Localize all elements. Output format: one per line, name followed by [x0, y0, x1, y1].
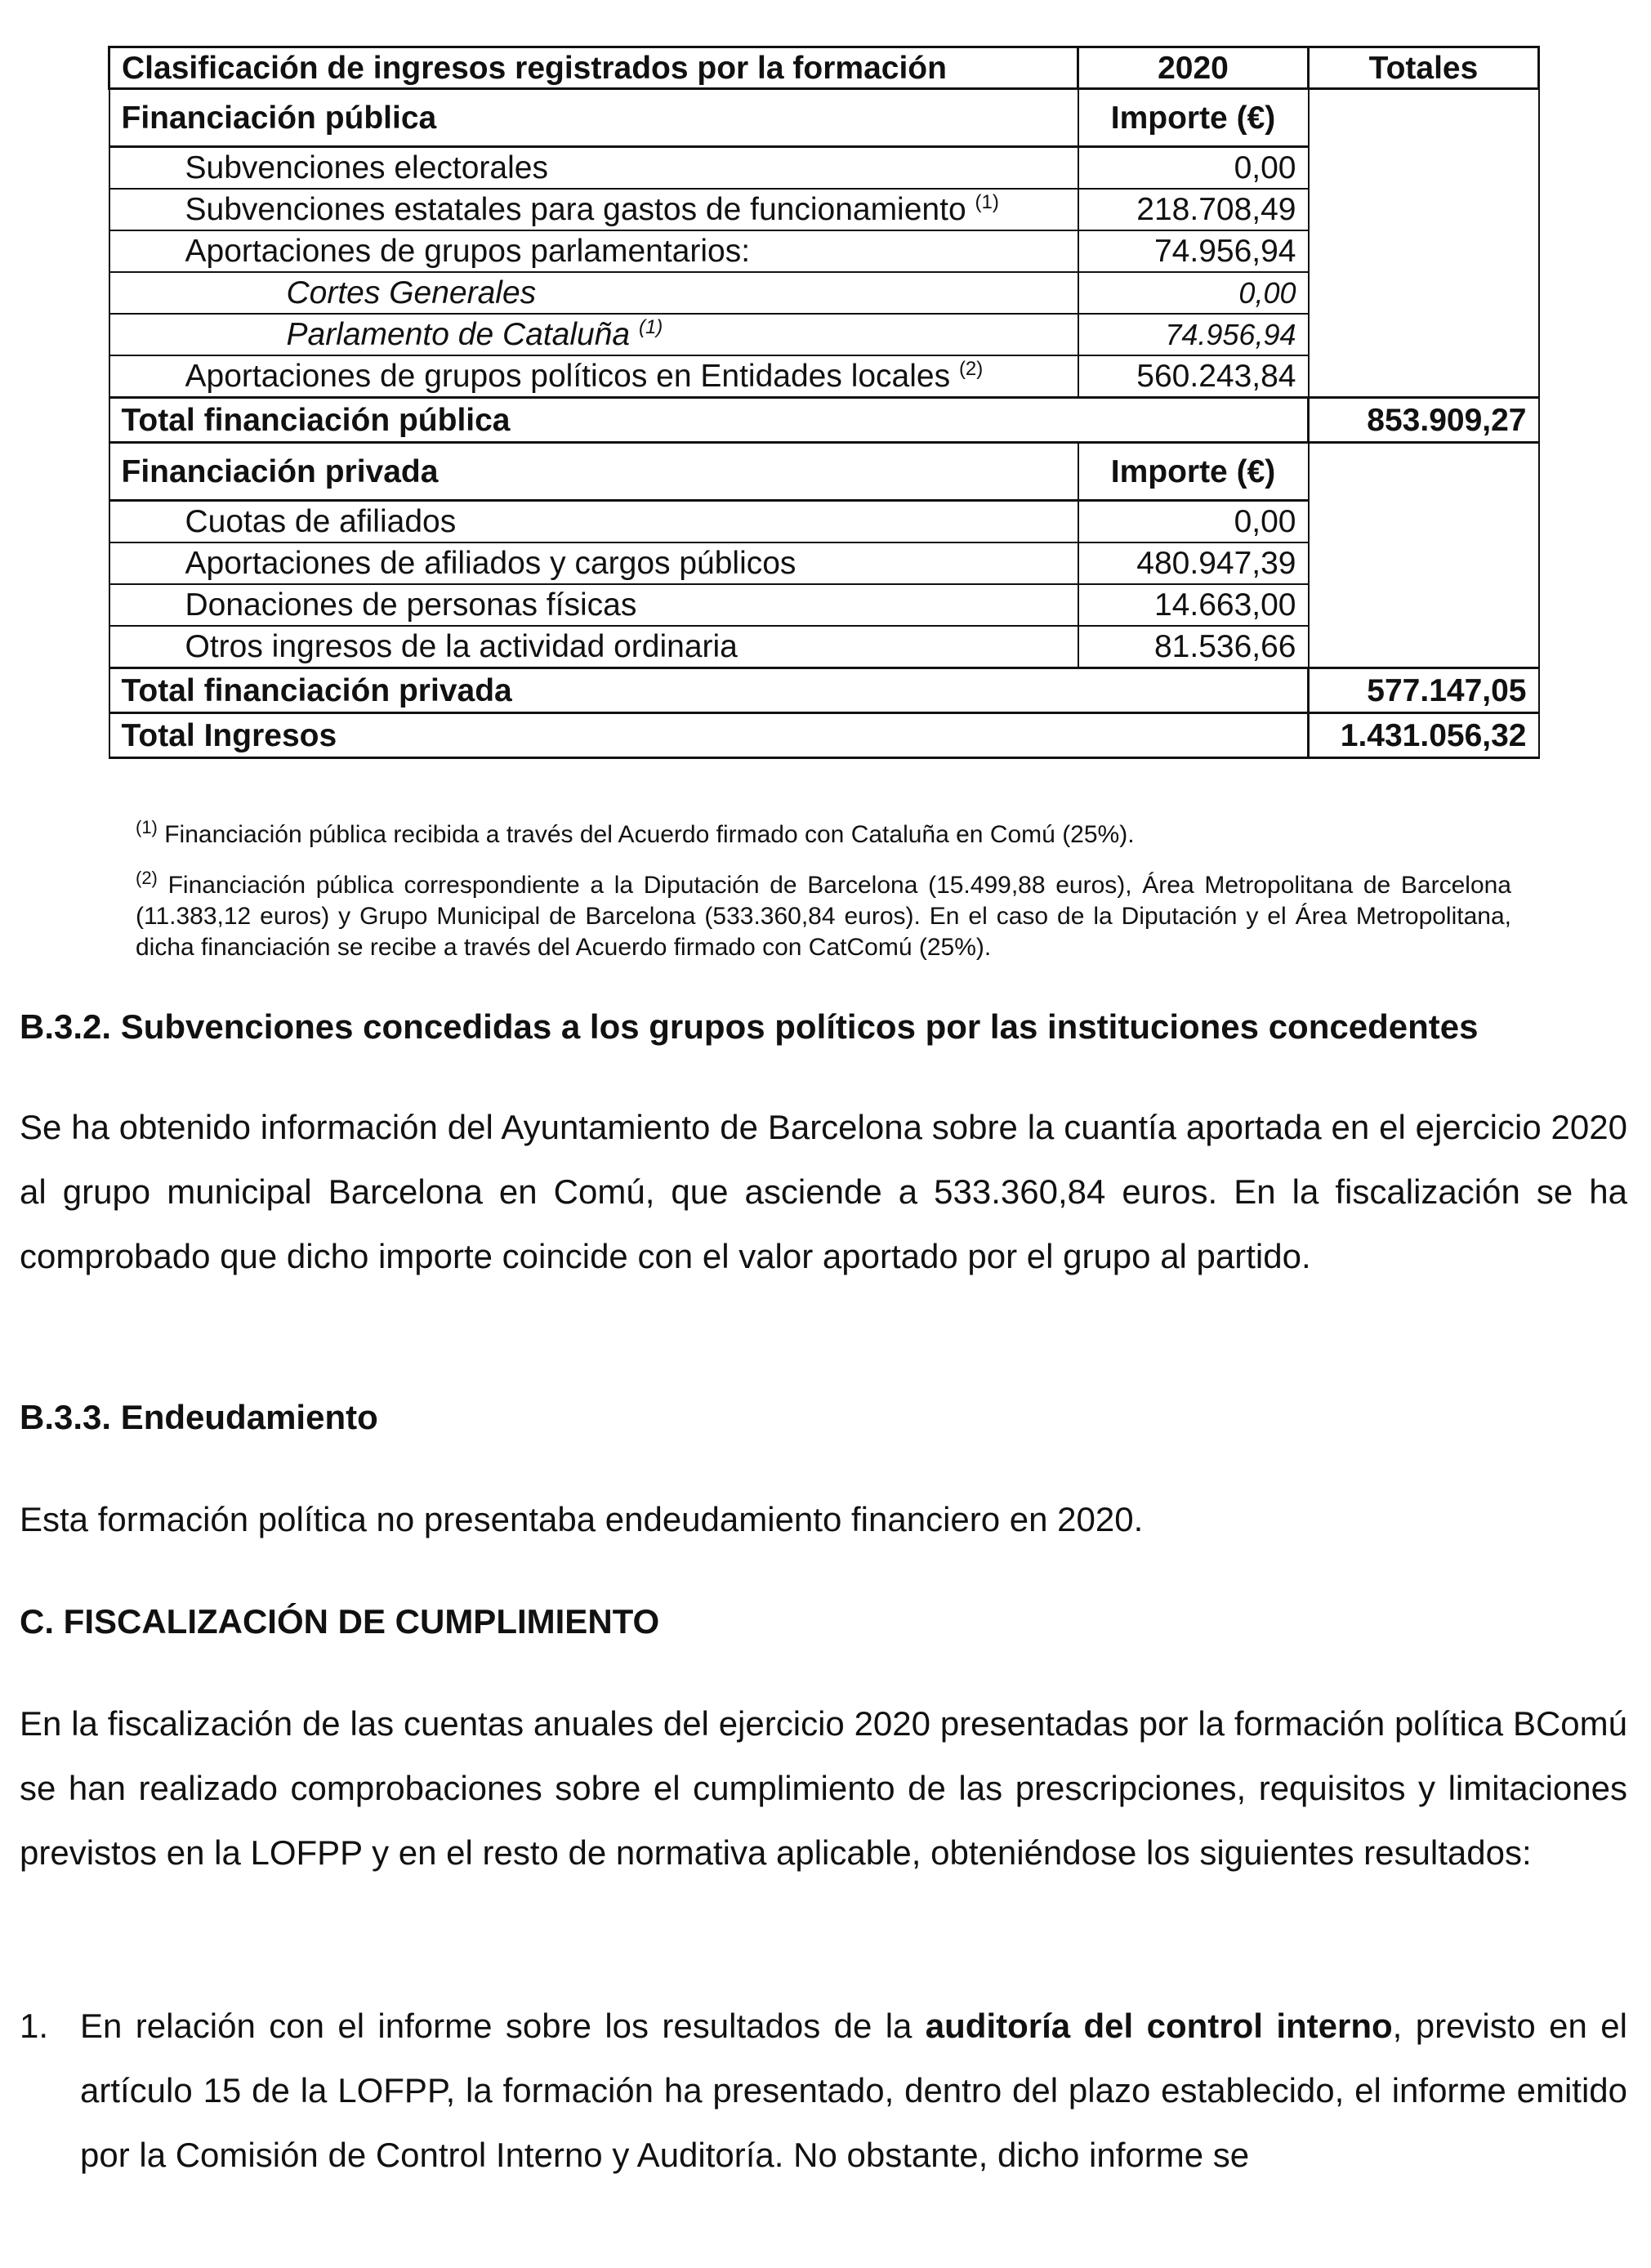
- public-section-row: [109, 89, 1539, 147]
- table-header-row: [109, 47, 1539, 89]
- grand-total-row: [109, 713, 1539, 758]
- public-total-row: [109, 398, 1539, 443]
- footnote-ref: (2): [958, 358, 984, 380]
- row-label: Otros ingresos de la actividad ordinaria: [109, 626, 1078, 668]
- header-classification: Clasificación de ingresos registrados por la formación: [109, 47, 1078, 89]
- private-total-row: [109, 668, 1539, 713]
- header-year: 2020: [1078, 47, 1309, 89]
- row-label: Subvenciones estatales para gastos de funcionamiento: [185, 192, 966, 227]
- row-value: 218.708,49: [1078, 189, 1309, 230]
- paragraph-c: En la fiscalización de las cuentas anuales del ejercicio 2020 presentadas por la formación política BComú se han realizado comprobaciones sobre el cumplimiento de las prescripciones, requisitos y limitaciones previstos en la LOFPP y en el resto de normativa aplicable, obteniéndose los siguientes resultados:: [20, 1704, 1627, 1872]
- row-value: 14.663,00: [1078, 584, 1309, 626]
- row-value: 0,00: [1078, 272, 1309, 314]
- section-heading-b32: B.3.2. Subvenciones concedidas a los grupos políticos por las instituciones concedentes: [20, 1007, 1479, 1046]
- public-section-title: Financiación pública: [109, 89, 1078, 147]
- header-totals: Totales: [1309, 47, 1539, 89]
- public-amount-header: Importe (€): [1078, 89, 1309, 147]
- row-label: Aportaciones de afiliados y cargos públicos: [109, 542, 1078, 584]
- footnote-ref: (1): [975, 191, 999, 213]
- list-item: [20, 1993, 1627, 2187]
- list-number: 1.: [20, 2007, 49, 2045]
- row-label: Subvenciones electorales: [185, 150, 548, 185]
- private-section-row: [109, 443, 1539, 501]
- row-label: Donaciones de personas físicas: [109, 584, 1078, 626]
- row-value: 0,00: [1078, 501, 1309, 543]
- row-value: 81.536,66: [1078, 626, 1309, 668]
- row-value: 480.947,39: [1078, 542, 1309, 584]
- grand-total-label: Total Ingresos: [109, 713, 1309, 758]
- public-totals-empty: [1309, 89, 1539, 398]
- paragraph-b33: Esta formación política no presentaba endeudamiento financiero en 2020.: [20, 1500, 1144, 1538]
- row-label: Aportaciones de grupos parlamentarios:: [185, 234, 751, 269]
- footnote-1: [136, 812, 1511, 850]
- row-label: Aportaciones de grupos políticos en Entidades locales: [185, 359, 951, 394]
- footnote-text: Financiación pública correspondiente a la Diputación de Barcelona (15.499,88 euros), Área Metropolitana de Barcelona (11.383,12 euros) y Grupo Municipal de Barcelona (533.360,84 euros). En el caso de la Diputación y el Área Metropolitana, dicha financiación se recibe a través del Acuerdo firmado con CatComú (25%).: [136, 872, 1511, 961]
- private-total-label: Total financiación privada: [109, 668, 1309, 713]
- row-label: Parlamento de Cataluña: [286, 317, 631, 352]
- row-value: 74.956,94: [1078, 230, 1309, 272]
- section-heading-b33: B.3.3. Endeudamiento: [20, 1398, 378, 1436]
- public-total-label: Total financiación pública: [109, 398, 1309, 443]
- footnote-ref: (1): [638, 316, 663, 338]
- row-label: Cuotas de afiliados: [109, 501, 1078, 543]
- footnote-mark: (1): [136, 817, 158, 837]
- private-amount-header: Importe (€): [1078, 443, 1309, 501]
- footnote-text: Financiación pública recibida a través del Acuerdo firmado con Cataluña en Comú (25%).: [164, 821, 1135, 848]
- private-totals-empty: [1309, 443, 1539, 668]
- footnote-mark: (2): [136, 868, 158, 888]
- row-value: 560.243,84: [1078, 355, 1309, 398]
- row-label: Cortes Generales: [286, 275, 537, 310]
- row-value: 74.956,94: [1078, 314, 1309, 355]
- income-classification-table: [108, 46, 1540, 759]
- list-text-pre: En relación con el informe sobre los resultados de la: [80, 2007, 926, 2045]
- list-text-post: , previsto en el artículo 15 de la LOFPP, la formación ha presentado, dentro del plazo establecido, el informe emitido por la Comisión de Control Interno y Auditoría. No obstante, dicho informe se: [80, 2007, 1627, 2174]
- section-heading-c: C. FISCALIZACIÓN DE CUMPLIMIENTO: [20, 1602, 660, 1641]
- list-text-bold: auditoría del control interno: [925, 2007, 1393, 2045]
- private-section-title: Financiación privada: [109, 443, 1078, 501]
- footnote-2: [136, 863, 1511, 963]
- list-text: [80, 1993, 1627, 2187]
- private-total-value: 577.147,05: [1309, 668, 1539, 713]
- public-total-value: 853.909,27: [1309, 398, 1539, 443]
- row-value: 0,00: [1078, 147, 1309, 190]
- grand-total-value: 1.431.056,32: [1309, 713, 1539, 758]
- paragraph-b32: Se ha obtenido información del Ayuntamiento de Barcelona sobre la cuantía aportada en el ejercicio 2020 al grupo municipal Barcelona en Comú, que asciende a 533.360,84 euros. En la fiscalización se ha comprobado que dicho importe coincide con el valor aportado por el grupo al partido.: [20, 1108, 1627, 1275]
